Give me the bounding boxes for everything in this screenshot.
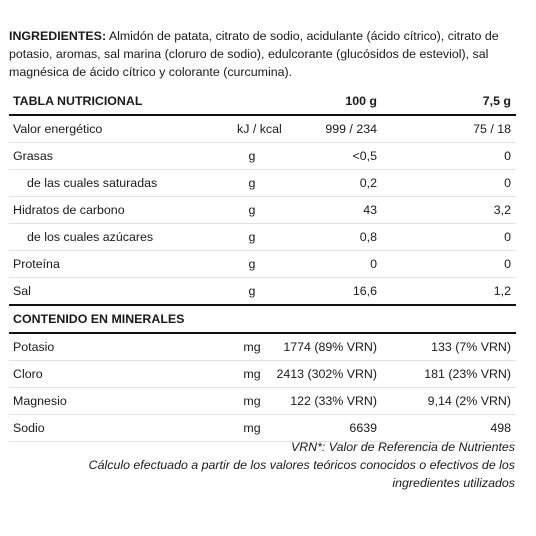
nutrient-value-100g: 0	[370, 257, 377, 271]
nutrient-value-100g: 43	[363, 203, 377, 217]
nutrient-name: de las cuales saturadas	[27, 176, 158, 190]
nutrient-unit: g	[248, 149, 256, 163]
column-header-serving: 7,5 g	[482, 94, 511, 108]
mineral-value-100g: 2413 (302% VRN)	[276, 367, 377, 381]
nutrient-unit: g	[248, 230, 256, 244]
nutrient-name: Hidratos de carbono	[13, 203, 125, 217]
ingredients-label: INGREDIENTES:	[9, 29, 107, 43]
table-row	[9, 197, 516, 224]
mineral-unit: mg	[243, 421, 261, 435]
mineral-name: Sodio	[13, 421, 45, 435]
nutrient-unit: kJ / kcal	[237, 122, 282, 136]
mineral-value-serving: 133 (7% VRN)	[431, 340, 511, 354]
nutrient-value-100g: 0,2	[359, 176, 377, 190]
mineral-value-100g: 6639	[349, 421, 377, 435]
vrn-footnote: VRN*: Valor de Referencia de Nutrientes	[290, 440, 515, 454]
mineral-unit: mg	[243, 367, 261, 381]
footnotes	[55, 438, 515, 492]
minerals-header-row	[9, 306, 516, 334]
nutrient-value-serving: 1,2	[493, 284, 511, 298]
calculation-footnote: Cálculo efectuado a partir de los valores teóricos conocidos o efectivos de los ingredientes utilizados	[88, 458, 515, 490]
mineral-value-100g: 1774 (89% VRN)	[283, 340, 377, 354]
mineral-value-serving: 9,14 (2% VRN)	[427, 394, 511, 408]
mineral-value-100g: 122 (33% VRN)	[290, 394, 377, 408]
table-row	[9, 361, 516, 388]
nutrient-value-serving: 0	[504, 149, 511, 163]
mineral-unit: mg	[243, 394, 261, 408]
nutrient-value-serving: 0	[504, 176, 511, 190]
nutrient-unit: g	[248, 176, 256, 190]
table-row	[9, 116, 516, 143]
minerals-title: CONTENIDO EN MINERALES	[13, 312, 185, 326]
table-row	[9, 170, 516, 197]
nutrient-value-serving: 3,2	[493, 203, 511, 217]
nutrient-value-100g: 0,8	[359, 230, 377, 244]
nutrient-name: Valor energético	[13, 122, 103, 136]
table-header-row	[9, 88, 516, 116]
mineral-name: Cloro	[13, 367, 43, 381]
nutrient-value-100g: 16,6	[352, 284, 377, 298]
table-row	[9, 143, 516, 170]
nutrient-value-100g: 999 / 234	[325, 122, 377, 136]
table-row	[9, 278, 516, 306]
nutrient-value-serving: 0	[504, 230, 511, 244]
nutrient-name: de los cuales azúcares	[27, 230, 154, 244]
ingredients-paragraph	[9, 27, 521, 81]
table-row	[9, 224, 516, 251]
nutrient-name: Sal	[13, 284, 31, 298]
nutrient-name: Proteína	[13, 257, 60, 271]
table-title: TABLA NUTRICIONAL	[13, 94, 143, 108]
mineral-name: Magnesio	[13, 394, 67, 408]
nutrient-name: Grasas	[13, 149, 53, 163]
nutrient-value-serving: 75 / 18	[473, 122, 511, 136]
table-row	[9, 388, 516, 415]
nutrient-value-100g: <0,5	[352, 149, 377, 163]
nutrient-unit: g	[248, 284, 256, 298]
nutrient-unit: g	[248, 257, 256, 271]
nutrient-value-serving: 0	[504, 257, 511, 271]
table-row	[9, 251, 516, 278]
mineral-unit: mg	[243, 340, 261, 354]
ingredients-text: Almidón de patata, citrato de sodio, acidulante (ácido cítrico), citrato de potasio, aromas, sal marina (cloruro de sodio), edulcorante (glucósidos de esteviol), sal magnésica de ácido cítrico y colorante (curcumina).	[9, 29, 499, 79]
table-row	[9, 334, 516, 361]
mineral-name: Potasio	[13, 340, 55, 354]
column-header-100g: 100 g	[345, 94, 377, 108]
nutrient-unit: g	[248, 203, 256, 217]
nutrition-table	[9, 88, 516, 442]
mineral-value-serving: 498	[490, 421, 511, 435]
mineral-value-serving: 181 (23% VRN)	[424, 367, 511, 381]
